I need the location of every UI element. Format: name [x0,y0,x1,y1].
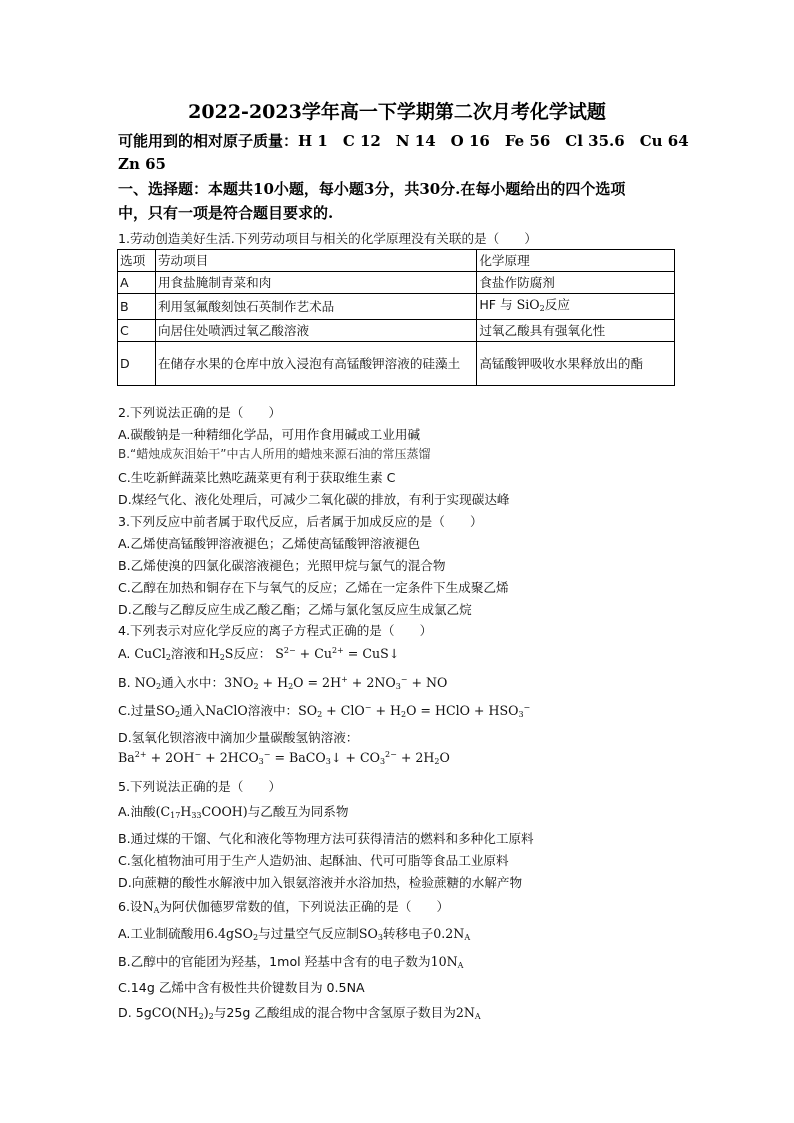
table-row [118,272,675,294]
row-option: B [118,294,156,320]
q3-option-d: D.乙酸与乙醇反应生成乙酸乙酯；乙烯与氯化氢反应生成氯乙烷 [118,602,472,617]
row-option: D [118,342,156,386]
row-principle: 高锰酸钾吸收水果释放出的酯 [477,342,675,386]
row-option: A [118,272,156,294]
q2-stem: 2.下列说法正确的是（ ） [118,405,282,420]
page-title: 2022-2023学年高一下学期第二次月考化学试题 [188,101,606,123]
section-heading-line2: 中，只有一项是符合题目要求的. [118,204,334,222]
header-item: 劳动项目 [155,250,476,272]
atomic-masses-line1: 可能用到的相对原子质量：H 1 C 12 N 14 O 16 Fe 56 Cl 35.6 Cu 64 [118,132,689,150]
formula-sio2: SiO$_2$ [516,297,545,313]
q4-option-b: B. $NO_2$通入水中：$3NO_2 + H_2O = 2H^+ + 2NO_3^-$ + NO [118,675,448,691]
q5-stem: 5.下列说法正确的是（ ） [118,779,282,794]
table-header-row [118,250,675,272]
row-item: 用食盐腌制青菜和肉 [155,272,476,294]
row-item: 利用氢氟酸刻蚀石英制作艺术品 [155,294,476,320]
table-row [118,342,675,386]
row-option: C [118,320,156,342]
q2-option-b: B.“蜡烛成灰泪始干”中古人所用的蜡烛来源石油的常压蒸馏 [118,447,431,461]
header-principle: 化学原理 [477,250,675,272]
q6-option-d: D. $5gCO(NH_2)_2$与25g 乙酸组成的混合物中含氢原子数目为$2N_A$ [118,1005,481,1021]
q6-option-a: A.工业制硫酸用6.4gSO$_2$与过量空气反应制$SO_3$转移电子$0.2N_A$ [118,926,471,942]
q2-option-d: D.煤经气化、液化处理后，可减少二氧化碳的排放，有利于实现碳达峰 [118,492,510,507]
q1-table [117,249,675,386]
q2-option-a: A.碳酸钠是一种精细化学品，可用作食用碱或工业用碱 [118,427,421,442]
q4-option-d: D.氢氧化钡溶液中滴加少量碳酸氢钠溶液： [118,730,359,745]
principle-post: 反应 [544,297,570,312]
table-row [118,294,675,320]
section-heading-line1: 一、选择题：本题共10小题，每小题3分，共30分.在每小题给出的四个选项 [118,180,626,198]
q3-option-a: A.乙烯使高锰酸钾溶液褪色；乙烯使高锰酸钾溶液褪色 [118,536,421,551]
q4-stem: 4.下列表示对应化学反应的离子方程式正确的是（ ） [118,623,433,638]
q6-stem: 6.设$N_A$为阿伏伽德罗常数的值，下列说法正确的是（ ） [118,899,450,915]
principle-pre: HF 与 [479,297,513,312]
q1-stem: 1.劳动创造美好生活.下列劳动项目与相关的化学原理没有关联的是（ ） [118,231,538,246]
q3-option-c: C.乙醇在加热和铜存在下与氧气的反应；乙烯在一定条件下生成聚乙烯 [118,580,509,595]
q4-option-a: A. CuCl$_2$溶液和$H_2S$反应： $S^{2-} + Cu^{2+}$ = CuS↓ [118,646,400,662]
q2-option-c: C.生吃新鲜蔬菜比熟吃蔬菜更有利于获取维生素 C [118,470,396,485]
row-principle: 过氧乙酸具有强氧化性 [477,320,675,342]
q5-option-c: C.氢化植物油可用于生产人造奶油、起酥油、代可可脂等食品工业原料 [118,853,509,868]
q5-option-b: B.通过煤的干馏、气化和液化等物理方法可获得清洁的燃料和多种化工原料 [118,831,534,846]
q4-option-c: C.过量$SO_2$通入NaClO溶液中：$SO_2 + ClO^- + H_2O$ = HClO + $HSO_3^-$ [118,703,531,719]
q3-option-b: B.乙烯使溴的四氯化碳溶液褪色；光照甲烷与氯气的混合物 [118,558,446,573]
header-option: 选项 [118,250,156,272]
row-principle: 食盐作防腐剂 [477,272,675,294]
row-principle [477,294,675,320]
q5-option-a: A.油酸$(C_{17}H_{33}COOH)$与乙酸互为同系物 [118,804,349,820]
q6-option-c: C.14g 乙烯中含有极性共价键数目为 0.5NA [118,980,365,995]
q5-option-d: D.向蔗糖的酸性水解液中加入银氨溶液并水浴加热，检验蔗糖的水解产物 [118,875,523,890]
table-row [118,320,675,342]
row-item: 向居住处喷洒过氧乙酸溶液 [155,320,476,342]
row-item: 在储存水果的仓库中放入浸泡有高锰酸钾溶液的硅藻土 [155,342,476,386]
q3-stem: 3.下列反应中前者属于取代反应，后者属于加成反应的是（ ） [118,514,483,529]
q6-option-b: B.乙醇中的官能团为羟基，1mol 羟基中含有的电子数为$10N_A$ [118,954,464,970]
atomic-masses-line2: Zn 65 [118,155,166,173]
q4-option-d-equation: $Ba^{2+} + 2OH^- + 2HCO_3^-$ = BaCO$_3$↓ + $CO_3^{2-} + 2H_2O$ [118,750,450,766]
